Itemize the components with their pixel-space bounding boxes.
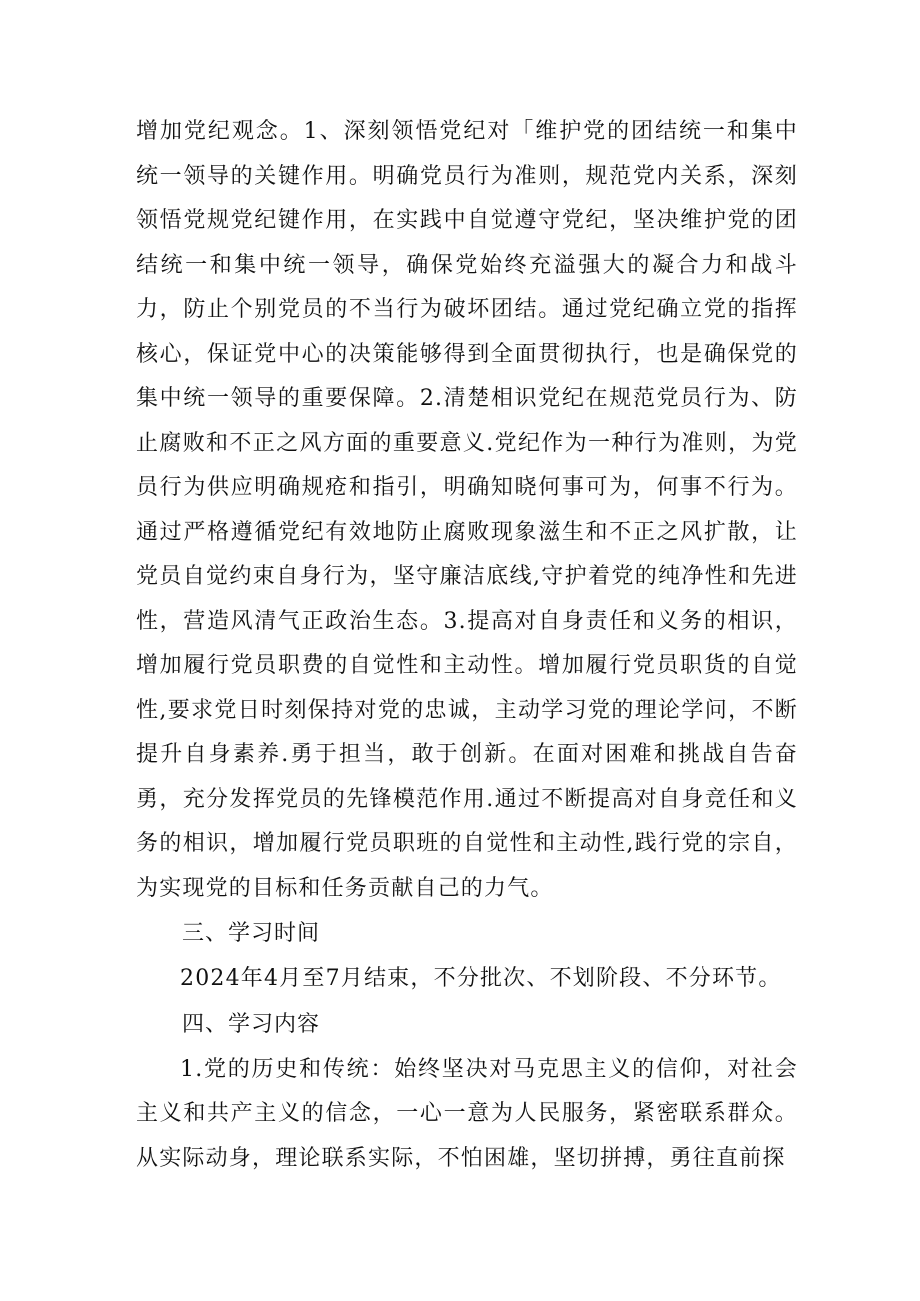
body-paragraph-1: 增加党纪观念。1、深刻领悟党纪对「维护党的团结统一和集中统一领导的关键作用。明确党员行为准则，规范党内关系，深刻领悟党规党纪键作用，在实践中自觉遵守党纪，坚决维护党的团结统一和集中统一领导，确保党始终充溢强大的凝合力和战斗力，防止个别党员的不当行为破坏团结。通过党纪确立党的指挥核心，保证党中心的决策能够得到全面贯彻执行，也是确保党的集中统一领导的重要保障。2.清楚相识党纪在规范党员行为、防止腐败和不正之风方面的重要意义.党纪作为一种行为准则，为党员行为供应明确规疮和指引，明确知晓何事可为，何事不行为。通过严格遵循党纪有效地防止腐败现象滋生和不正之风扩散，让党员自觉约束自身行为，坚守廉洁底线,守护着党的纯净性和先进性，营造风清气正政治生态。3.提高对自身责任和义务的相识，增加履行党员职费的自觉性和主动性。增加履行党员职货的自觉性,要求党日时刻保持对党的忠诚，主动学习党的理论学问，不断提升自身素养.勇于担当，敢于创新。在面对困难和挑战自告奋勇，充分发挥党员的先锋模范作用.通过不断提高对自身竞任和义务的相识，增加履行党员职班的自觉性和主动性,践行党的宗自，为实现党的目标和任务贡献自己的力气。 (136, 119, 798, 901)
section-heading-study-time: 三、学习时间 (182, 921, 321, 946)
body-paragraph-study-content: 1.党的历史和传统：始终坚决对马克思主义的信仰，对社会主义和共产主义的信念，一心一意为人民服务，紧密联系群众。从实际动身，理论联系实际，不怕困雄，坚切拼搏，勇往直前探 (136, 1056, 798, 1171)
section-heading-study-content: 四、学习内容 (182, 1011, 321, 1037)
document-body (136, 110, 798, 1181)
body-paragraph-study-time: 2024年4月至7月结束，不分批次、不划阶段、不分环节。 (180, 966, 782, 991)
